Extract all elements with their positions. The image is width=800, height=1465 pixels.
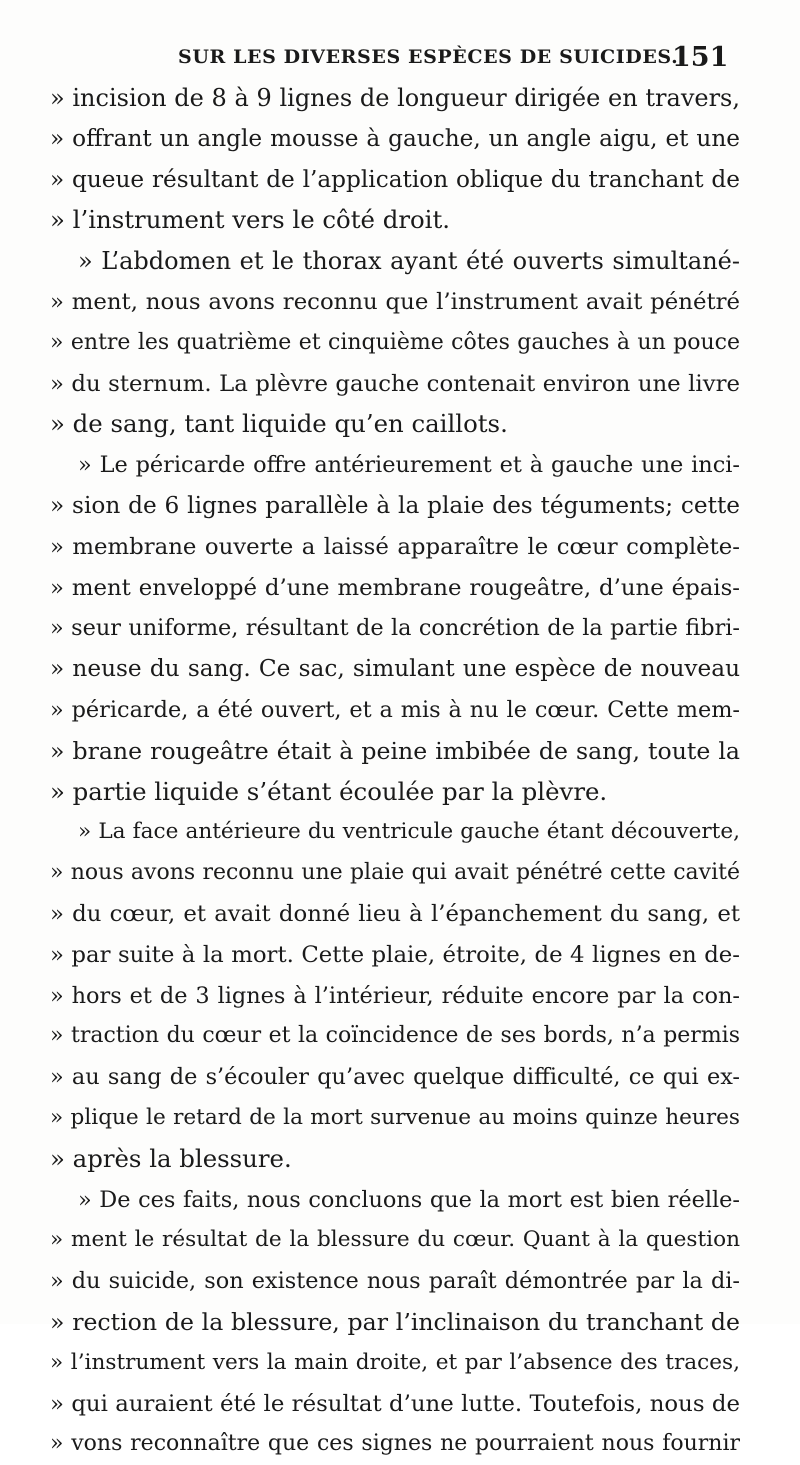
text-line: » L’abdomen et le thorax ayant été ouverts simultané- xyxy=(78,247,740,276)
text-line: » ment le résultat de la blessure du cœur. Quant à la question xyxy=(50,1227,740,1253)
body-text xyxy=(50,78,740,1465)
text-line: » vons reconnaître que ces signes ne pourraient nous fournir xyxy=(50,1431,740,1457)
text-line: » après la blessure. xyxy=(50,1143,292,1173)
text-line: » seur uniforme, résultant de la concrétion de la partie fibri- xyxy=(50,615,740,642)
text-line: » Le péricarde offre antérieurement et à gauche une inci- xyxy=(78,452,740,479)
text-line: » par suite à la mort. Cette plaie, étroite, de 4 lignes en de- xyxy=(50,941,740,968)
text-line: » ment, nous avons reconnu que l’instrument avait pénétré xyxy=(50,288,740,315)
text-line: » traction du cœur et la coïncidence de ses bords, n’a permis xyxy=(50,1023,740,1049)
running-head: SUR LES DIVERSES ESPÈCES DE SUICIDES. xyxy=(178,46,679,68)
text-line: » du sternum. La plèvre gauche contenait environ une livre xyxy=(50,370,740,397)
text-line: » incision de 8 à 9 lignes de longueur dirigée en travers, xyxy=(50,84,740,112)
text-line: » entre les quatrième et cinquième côtes gauches à un pouce xyxy=(50,329,740,355)
text-line: » l’instrument vers la main droite, et par l’absence des traces, xyxy=(50,1349,740,1375)
text-line: » de sang, tant liquide qu’en caillots. xyxy=(50,409,508,439)
text-line: » plique le retard de la mort survenue au moins quinze heures xyxy=(50,1104,740,1130)
text-line: » qui auraient été le résultat d’une lutte. Toutefois, nous de xyxy=(50,1390,740,1417)
text-line: » sion de 6 lignes parallèle à la plaie des téguments; cette xyxy=(50,491,740,519)
text-line: » du suicide, son existence nous paraît démontrée par la di- xyxy=(50,1268,740,1295)
text-line: » hors et de 3 lignes à l’intérieur, réduite encore par la con- xyxy=(50,982,740,1009)
text-line: » au sang de s’écouler qu’avec quelque difficulté, ce qui ex- xyxy=(50,1064,740,1091)
text-line: » membrane ouverte a laissé apparaître le cœur complète- xyxy=(50,533,740,560)
text-line: » nous avons reconnu une plaie qui avait pénétré cette cavité xyxy=(50,860,740,886)
text-line: » queue résultant de l’application oblique du tranchant de xyxy=(50,165,740,193)
text-line: » neuse du sang. Ce sac, simulant une espèce de nouveau xyxy=(50,655,740,683)
text-line: » du cœur, et avait donné lieu à l’épanchement du sang, et xyxy=(50,900,740,927)
text-line: » brane rougeâtre était à peine imbibée de sang, toute la xyxy=(50,736,740,765)
text-line: » péricarde, a été ouvert, et a mis à nu le cœur. Cette mem- xyxy=(50,696,740,723)
text-line: » rection de la blessure, par l’inclinaison du tranchant de xyxy=(50,1307,740,1336)
page-number: 151 xyxy=(672,42,729,73)
page-header xyxy=(0,38,800,78)
text-line: » De ces faits, nous concluons que la mort est bien réelle- xyxy=(78,1186,740,1213)
text-line: » La face antérieure du ventricule gauche étant découverte, xyxy=(78,819,740,845)
text-line: » partie liquide s’étant écoulée par la plèvre. xyxy=(50,776,608,806)
text-line: » ment enveloppé d’une membrane rougeâtre, d’une épais- xyxy=(50,574,740,601)
text-line: » offrant un angle mousse à gauche, un angle aigu, et une xyxy=(50,124,740,152)
text-line: » l’instrument vers le côté droit. xyxy=(50,205,451,235)
